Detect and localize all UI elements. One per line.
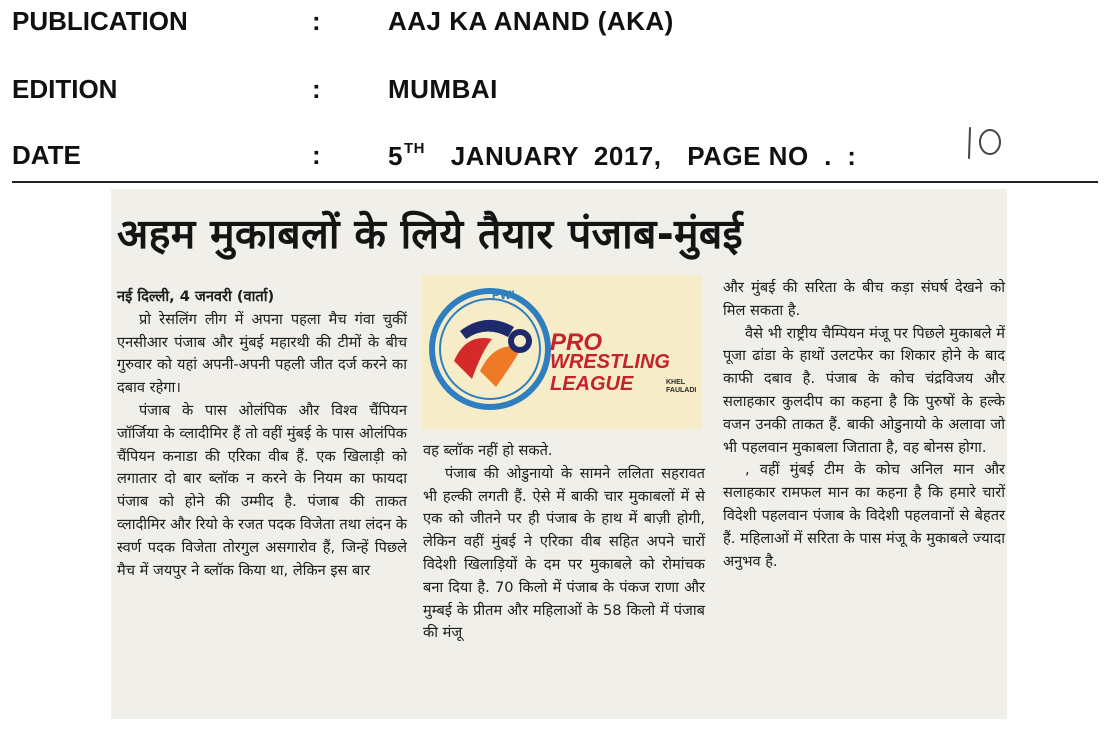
col2-paragraph: वह ब्लॉक नहीं हो सकते. (423, 442, 553, 459)
publication-label: PUBLICATION (12, 6, 188, 36)
date-colon: : (312, 140, 321, 170)
edition-value: MUMBAI (388, 74, 498, 104)
publication-value: AAJ KA ANAND (AKA) (388, 6, 674, 36)
col1-paragraph: पंजाब के पास ओलंपिक और विश्व चैंपियन जॉर्जिया के व्लादीमिर हैं तो वहीं मुंबई के पास ओलंपिक चैंपियन कनाडा की एरिका वीब हैं. एक खिलाड़ी को लगातार दो बार ब्लॉक न करने के नियम का फायदा पंजाब को होने की उम्मीद है. पंजाब की ताकत व्लादीमिर और रियो के रजत पदक विजेता तथा लंदन के स्वर्ण पदक विजेता तोरगुल असगारोव हैं, जिन्हें पिछले मैच में जयपुर ने ब्लॉक किया था, लेकिन इस बार (117, 401, 407, 579)
date-suffix: TH (403, 140, 425, 157)
logo-tagline (666, 379, 696, 395)
logo-text-pro: PRO (550, 329, 603, 356)
publication-row (0, 6, 1108, 46)
article-column-2 (423, 440, 705, 645)
publication-colon: : (312, 6, 321, 36)
col2-paragraph: पंजाब की ओडुनायो के सामने ललिता सहरावत भी हल्की लगती हैं. ऐसे में बाकी चार मुकाबलों में से एक को जीतने पर ही पंजाब के हाथ में बाज़ी होगी, लेकिन वहीं मुंबई ने एरिका वीब सहित अपने चारों विदेशी खिलाड़ियों के दम पर मुकाबले को रोमांचक बना दिया है. 70 किलो में पंजाब के पंकज राणा और मुम्बई के प्रीतम और महिलाओं के 58 किलो में पंजाब की मंजू (423, 464, 705, 642)
col3-paragraph: , वहीं मुंबई टीम के कोच अनिल मान और सलाहकार रामफल मान का कहना है कि हमारे चारों विदेशी पहलवान पंजाब के विदेशी पहलवानों से बेहतर हैं. महिलाओं में सरिता के पास मंजू के मुकाबले ज्यादा अनुभव है. (723, 461, 1005, 570)
col3-paragraph: और मुंबई की सरिता के बीच कड़ा संघर्ष देखने को मिल सकता है. (723, 279, 1005, 319)
logo-text-wrestling: WRESTLING (550, 351, 670, 373)
newspaper-clipping (111, 189, 1007, 719)
logo-ring-letters: PWL (492, 288, 519, 302)
pro-wrestling-league-logo (422, 275, 702, 429)
article-column-1 (117, 286, 407, 582)
page-no-label: PAGE NO . : (687, 141, 857, 171)
date-rest: JANUARY 2017, (450, 141, 662, 171)
edition-row (0, 74, 1108, 114)
date-day: 5 (388, 141, 403, 171)
edition-label: EDITION (12, 74, 118, 104)
logo-tagline-2: FAULADI (666, 387, 697, 394)
logo-text-league: LEAGUE (550, 373, 634, 395)
date-value (388, 140, 856, 172)
date-label: DATE (12, 140, 81, 170)
article-headline: अहम मुकाबलों के लिये तैयार पंजाब-मुंबई (117, 210, 743, 258)
article-dateline: नई दिल्ली, 4 जनवरी (वार्ता) (117, 288, 275, 305)
edition-colon: : (312, 74, 321, 104)
logo-tagline-1: KHEL (666, 379, 686, 386)
col1-paragraph: प्रो रेसलिंग लीग में अपना पहला मैच गंवा चुकीं एनसीआर पंजाब और मुंबई महारथी की टीमों के बीच गुरुवार को यहां अपनी-अपनी पहली जीत दर्ज करने का दबाव रहेगा। (117, 310, 407, 397)
col3-paragraph: वैसे भी राष्ट्रीय चैम्पियन मंजू पर पिछले मुकाबले में पूजा ढांडा के हाथों उलटफेर का शिकार होने के बाद काफी दबाव है. पंजाब के कोच चंद्रविजय और सलाहकार कुलदीप का कहना है कि पुरुषों के हल्के वजन उनकी ताकत हैं. बाकी ओडुनायो के अलावा जो भी पहलवान मुकाबला जिताता है, वह बोनस होगा. (723, 324, 1005, 456)
date-row (0, 140, 1108, 180)
header-divider (12, 181, 1098, 183)
page-number-handwritten (960, 120, 1020, 170)
article-column-3 (723, 277, 1005, 573)
